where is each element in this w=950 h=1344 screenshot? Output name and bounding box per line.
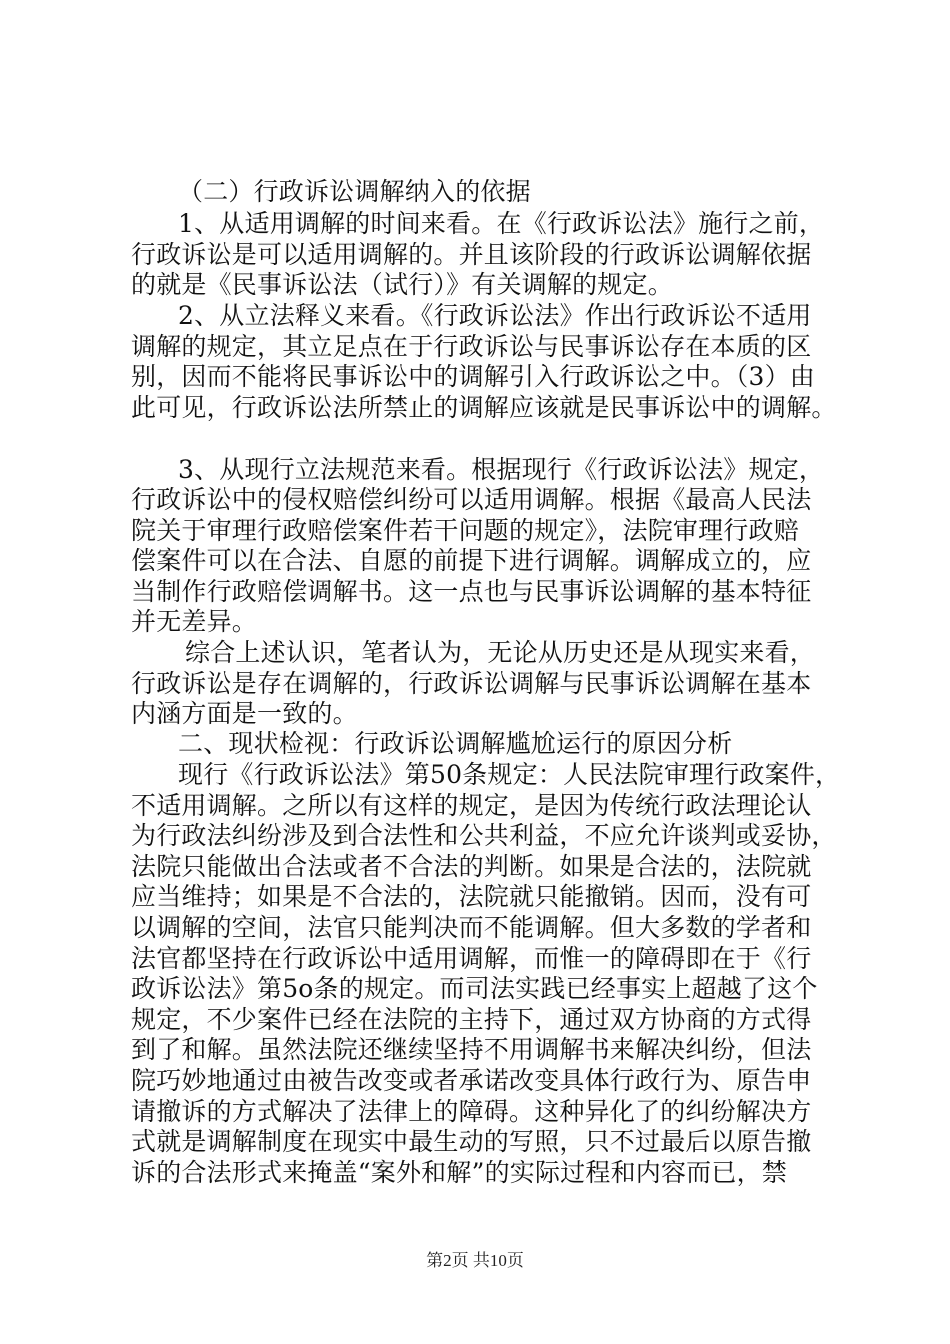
text-line: 综合上述认识，笔者认为，无论从历史还是从现实来看， xyxy=(185,638,816,667)
text-line: 此可见，行政诉讼法所禁止的调解应该就是民事诉讼中的调解。 xyxy=(131,393,837,422)
text-line: 诉的合法形式来掩盖“案外和解”的实际过程和内容而已，禁 xyxy=(131,1158,787,1187)
text-line: 到了和解。虽然法院还继续坚持不用调解书来解决纠纷，但法 xyxy=(131,1035,812,1064)
text-line: 法官都坚持在行政诉讼中适用调解，而惟一的障碍即在于《行 xyxy=(131,944,812,973)
text-line: 当制作行政赔偿调解书。这一点也与民事诉讼调解的基本特征 xyxy=(131,577,812,606)
text-line: 式就是调解制度在现实中最生动的写照，只不过最后以原告撤 xyxy=(131,1127,812,1156)
text-line: 应当维持；如果是不合法的，法院就只能撤销。因而，没有可 xyxy=(131,882,812,911)
text-line: 以调解的空间，法官只能判决而不能调解。但大多数的学者和 xyxy=(131,913,812,942)
text-line: 院巧妙地通过由被告改变或者承诺改变具体行政行为、原告申 xyxy=(131,1066,812,1095)
text-line: 行政诉讼是可以适用调解的。并且该阶段的行政诉讼调解依据 xyxy=(131,240,812,269)
text-line: 法院只能做出合法或者不合法的判断。如果是合法的，法院就 xyxy=(131,852,812,881)
text-line: 的就是《民事诉讼法（试行）》有关调解的规定。 xyxy=(131,270,673,299)
text-line: 偿案件可以在合法、自愿的前提下进行调解。调解成立的，应 xyxy=(131,546,812,575)
text-line: 请撤诉的方式解决了法律上的障碍。这种异化了的纠纷解决方 xyxy=(131,1097,812,1126)
text-line: 内涵方面是一致的。 xyxy=(131,699,358,728)
text-line: 规定，不少案件已经在法院的主持下，通过双方协商的方式得 xyxy=(131,1005,812,1034)
text-line: 3、从现行立法规范来看。根据现行《行政诉讼法》规定， xyxy=(178,455,825,484)
text-line: 行政诉讼中的侵权赔偿纠纷可以适用调解。根据《最高人民法 xyxy=(131,485,812,514)
text-line: 为行政法纠纷涉及到合法性和公共利益，不应允许谈判或妥协， xyxy=(131,821,837,850)
page-number-footer: 第2页 共10页 xyxy=(426,1251,524,1270)
text-line: 别，因而不能将民事诉讼中的调解引入行政诉讼之中。（3）由 xyxy=(131,362,816,391)
section-heading: （二）行政诉讼调解纳入的依据 xyxy=(178,177,531,206)
text-line: 并无差异。 xyxy=(131,607,258,636)
text-line: 院关于审理行政赔偿案件若干问题的规定》，法院审理行政赔 xyxy=(131,516,799,545)
text-line: 调解的规定，其立足点在于行政诉讼与民事诉讼存在本质的区 xyxy=(131,332,812,361)
text-line: 现行《行政诉讼法》第50条规定：人民法院审理行政案件， xyxy=(178,760,841,789)
section-heading: 二、现状检视：行政诉讼调解尴尬运行的原因分析 xyxy=(178,729,733,758)
text-line: 2、从立法释义来看。《行政诉讼法》作出行政诉讼不适用 xyxy=(178,301,812,330)
text-line: 行政诉讼是存在调解的，行政诉讼调解与民事诉讼调解在基本 xyxy=(131,669,812,698)
text-line: 不适用调解。之所以有这样的规定，是因为传统行政法理论认 xyxy=(131,791,812,820)
text-line: 1、从适用调解的时间来看。在《行政诉讼法》施行之前， xyxy=(178,209,825,238)
text-line: 政诉讼法》第5o条的规定。而司法实践已经事实上超越了这个 xyxy=(131,974,818,1003)
